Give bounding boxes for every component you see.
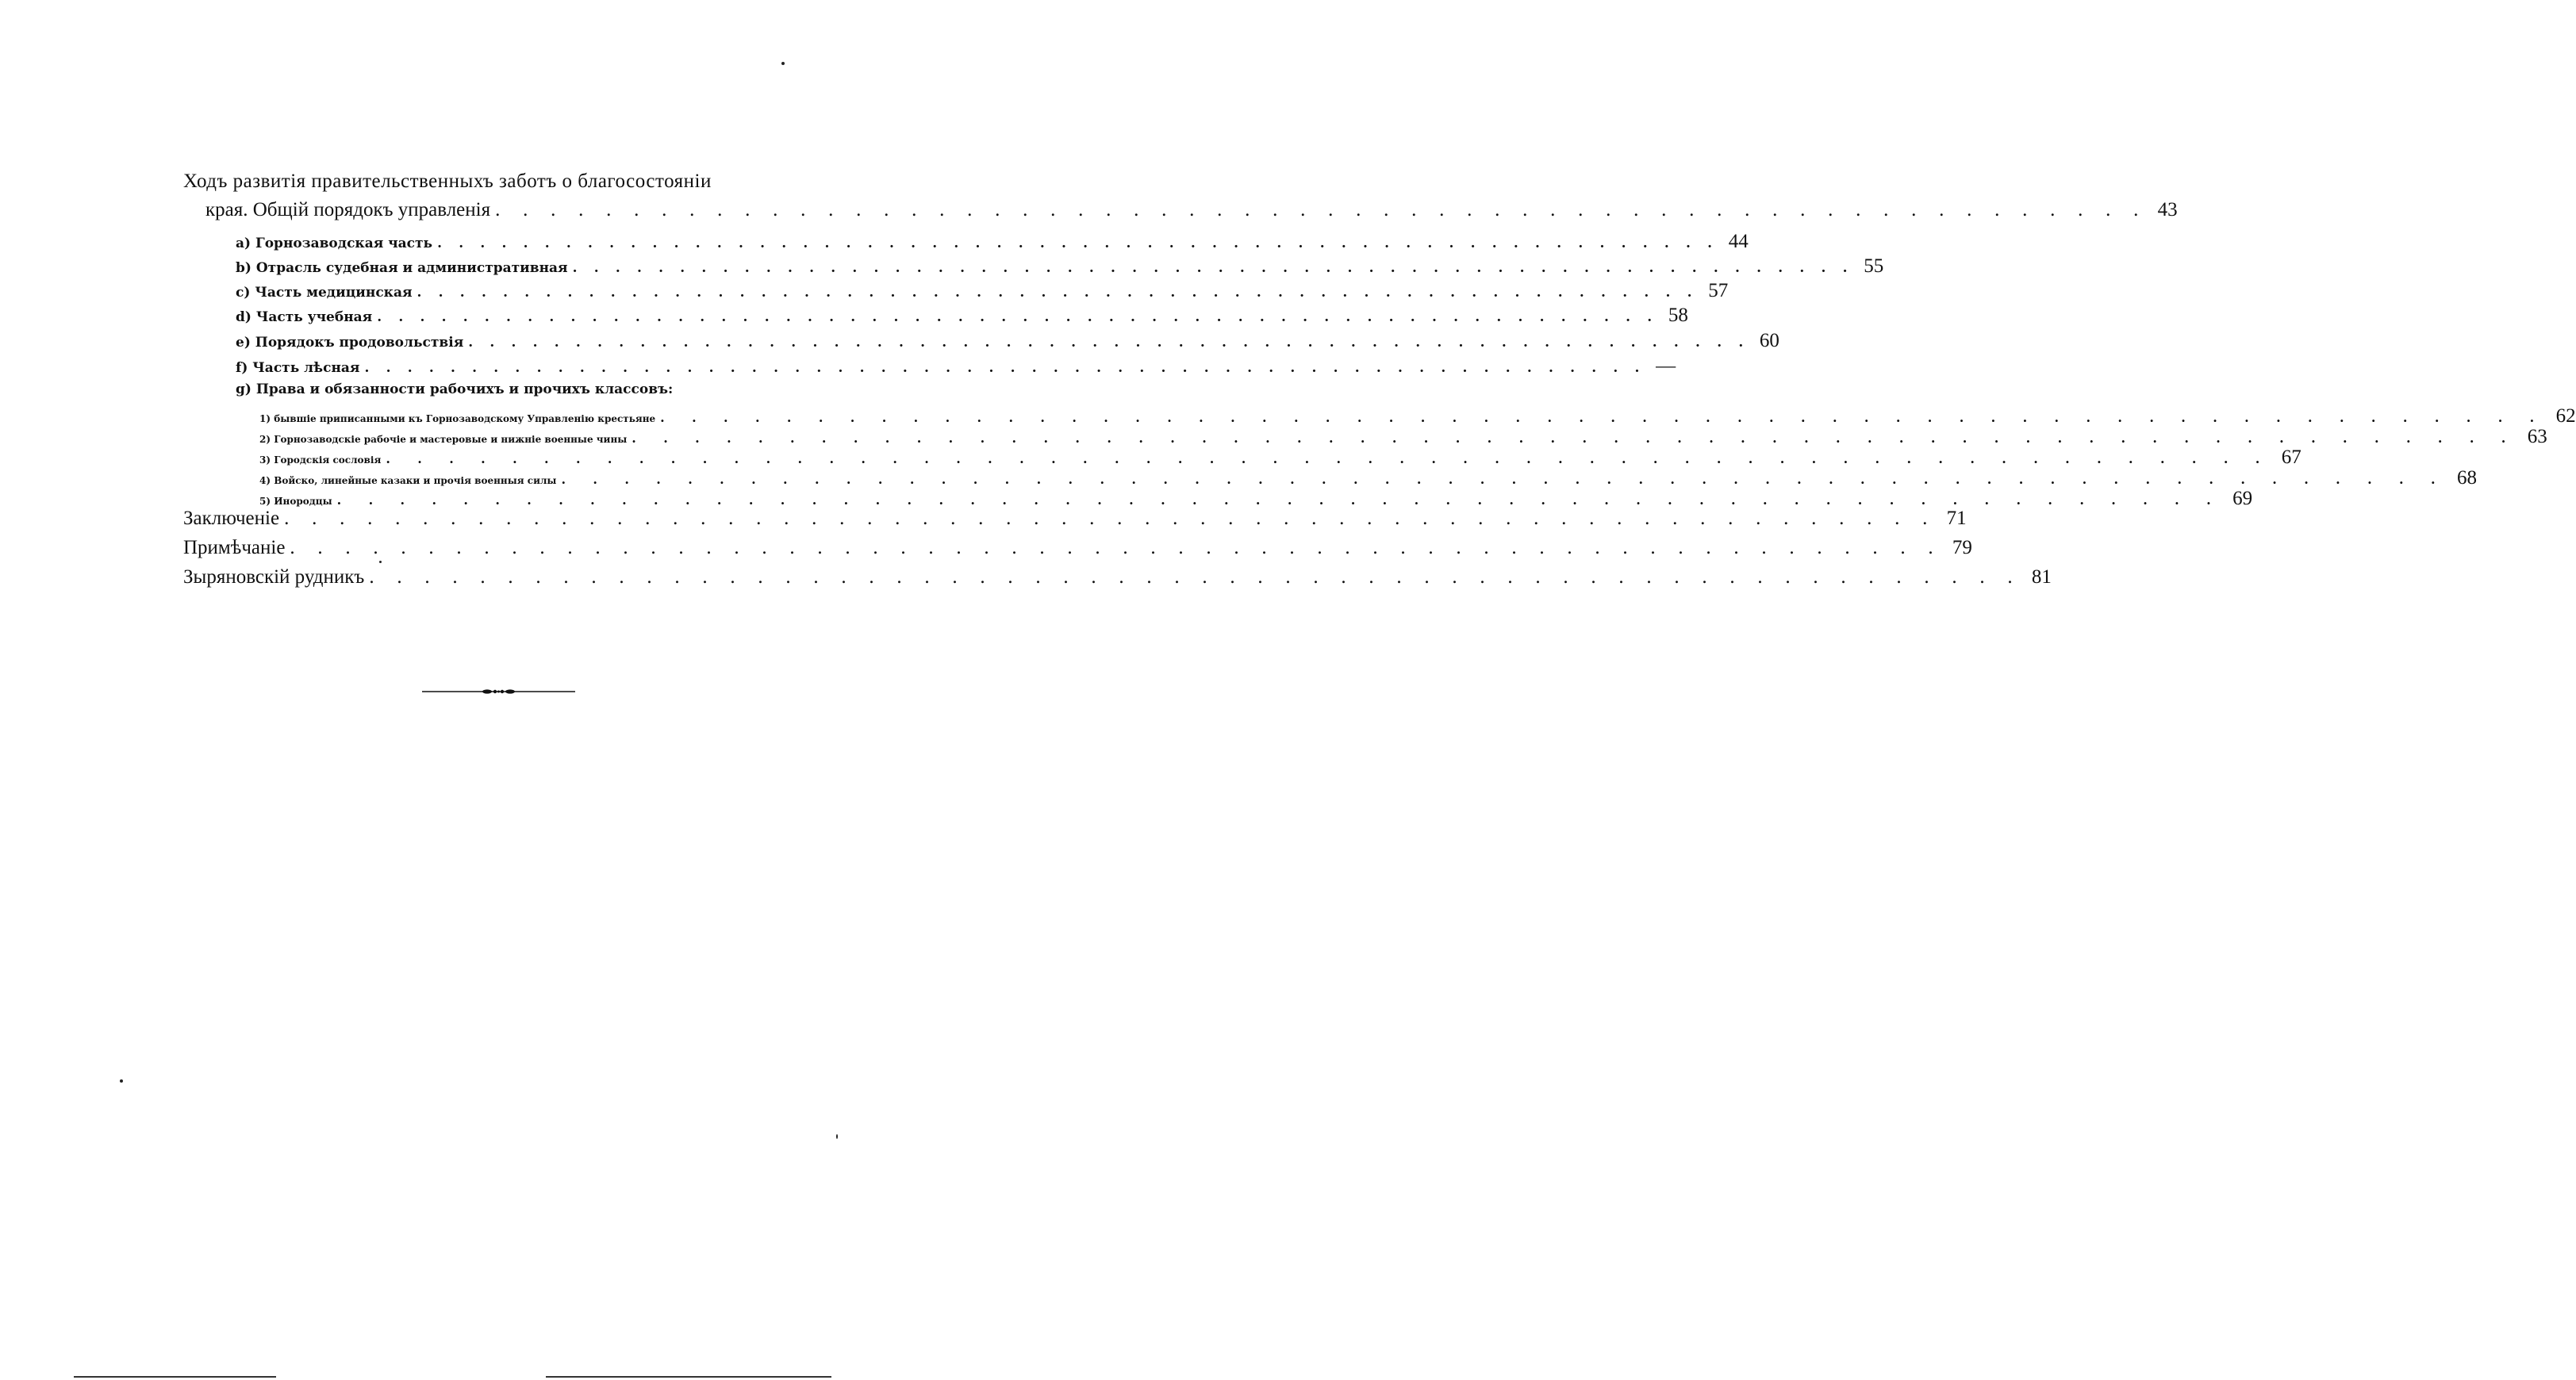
toc-page-number: 43 — [2157, 199, 2178, 220]
toc-entry-title: 3) Городскія сословія — [259, 454, 382, 466]
toc-entry-title: края. Общій порядокъ управленія — [205, 199, 491, 220]
toc-entry-title: f) Часть лѣсная — [236, 360, 360, 376]
toc-entry-title: Примѣчаніе — [183, 537, 286, 558]
toc-entry-notes[interactable] — [183, 537, 1972, 559]
toc-entry-title: Зыряновскій рудникъ — [183, 566, 365, 588]
speck — [379, 561, 382, 563]
toc-entry-subsection-3[interactable] — [259, 447, 2302, 469]
bottom-rule-right — [546, 1376, 831, 1378]
toc-entry-section-g[interactable] — [236, 381, 820, 397]
toc-page-number: 69 — [2232, 488, 2253, 509]
dot-leader: . . . . . . . . . . . . . . . . . . . . . . . . . . . . . . . . . . . . . . . . . . . . . . . . . . . . . . . . . . . . — [660, 410, 2546, 425]
toc-entry-section-e[interactable] — [236, 330, 1779, 352]
toc-entry-title: 2) Горнозаводскіе рабочіе и мастеровые и нижніе военные чины — [259, 434, 628, 445]
toc-entry-conclusion[interactable] — [183, 508, 1967, 530]
toc-page-number: 55 — [1864, 255, 1884, 277]
toc-entry-title: b) Отрасль судебная и административная — [236, 260, 568, 276]
speck — [836, 1134, 838, 1139]
toc-entry-subsection-1[interactable] — [259, 405, 2576, 427]
toc-entry-title: d) Часть учебная — [236, 309, 373, 325]
toc-page-number: 79 — [1952, 537, 1972, 558]
speck — [781, 62, 785, 65]
dot-leader: . . . . . . . . . . . . . . . . . . . . . . . . . . . . . . . . . . . . . . . . . . . . . . . . . . . . . . . . . . . . — [561, 472, 2447, 487]
toc-page-number: 67 — [2281, 447, 2302, 468]
toc-entry-title: Заключеніе — [183, 508, 280, 529]
toc-entry-zyryanovsky-mine[interactable] — [183, 566, 2052, 588]
dot-leader: . . . . . . . . . . . . . . . . . . . . . . . . . . . . . . . . . . . . . . . . . . . . . . . . . . . . . . . . . . . . — [386, 451, 2271, 466]
toc-entry-title: a) Горнозаводская часть — [236, 236, 433, 251]
toc-entry-title: 1) бывшіе приписанными къ Горнозаводскому Управленію крестьяне — [259, 413, 656, 424]
toc-entry-section-b[interactable] — [236, 255, 1884, 278]
ornamental-divider — [422, 686, 575, 697]
dot-leader: . . . . . . . . . . . . . . . . . . . . . . . . . . . . . . . . . . . . . . . . . . . . . . . . . . . . . . . . . . . . — [369, 566, 2021, 588]
toc-entry-section-d[interactable] — [236, 305, 1688, 327]
toc-entry-title: 5) Инородцы — [259, 496, 332, 507]
dot-leader: . . . . . . . . . . . . . . . . . . . . . . . . . . . . . . . . . . . . . . . . . . . . . . . . . . . . . . . . . . . . — [336, 493, 2223, 508]
toc-entry-subsection-2[interactable] — [259, 426, 2547, 448]
toc-page-number: 62 — [2555, 405, 2576, 427]
toc-entry-title: 4) Войско, линейные казаки и прочія военныя силы — [259, 475, 557, 486]
dot-leader: . . . . . . . . . . . . . . . . . . . . . . . . . . . . . . . . . . . . . . . . . . . . . . . . . . . . . . . . . . . . — [437, 236, 1718, 251]
toc-page-number: 57 — [1708, 280, 1729, 301]
toc-page-number: — — [1656, 355, 1676, 377]
toc-entry-section-a[interactable] — [236, 231, 1749, 253]
toc-entry-subsection-5[interactable] — [259, 488, 2253, 510]
toc-page-number: 68 — [2456, 467, 2477, 489]
toc-page-number: 58 — [1668, 305, 1688, 326]
toc-entry-intro[interactable] — [205, 199, 2178, 221]
toc-entry-title: e) Порядокъ продовольствія — [236, 335, 464, 351]
toc-page-number: 71 — [1946, 508, 1967, 529]
toc-entry-section-f[interactable] — [236, 355, 1676, 378]
toc-page-number: 81 — [2031, 566, 2052, 588]
dot-leader: . . . . . . . . . . . . . . . . . . . . . . . . . . . . . . . . . . . . . . . . . . . . . . . . . . . . . . . . . . . . — [495, 199, 2148, 220]
toc-page-number: 63 — [2527, 426, 2547, 447]
toc-intro-line1: Ходъ развитія правительственныхъ заботъ о благосостояніи — [183, 171, 712, 192]
toc-page-number: 44 — [1728, 231, 1749, 252]
dot-leader: . . . . . . . . . . . . . . . . . . . . . . . . . . . . . . . . . . . . . . . . . . . . . . . . . . . . . . . . . . . . — [572, 260, 1854, 276]
dot-leader: . . . . . . . . . . . . . . . . . . . . . . . . . . . . . . . . . . . . . . . . . . . . . . . . . . . . . . . . . . . . — [377, 309, 1658, 325]
dot-leader: . . . . . . . . . . . . . . . . . . . . . . . . . . . . . . . . . . . . . . . . . . . . . . . . . . . . . . . . . . . . — [417, 285, 1699, 301]
dot-leader: . . . . . . . . . . . . . . . . . . . . . . . . . . . . . . . . . . . . . . . . . . . . . . . . . . . . . . . . . . . . — [284, 508, 1937, 529]
dot-leader: . . . . . . . . . . . . . . . . . . . . . . . . . . . . . . . . . . . . . . . . . . . . . . . . . . . . . . . . . . . . — [290, 537, 1942, 558]
speck — [120, 1079, 123, 1083]
bottom-rule-left — [74, 1376, 276, 1378]
dot-leader: . . . . . . . . . . . . . . . . . . . . . . . . . . . . . . . . . . . . . . . . . . . . . . . . . . . . . . . . . . . . — [364, 360, 1646, 376]
toc-page-number: 60 — [1759, 330, 1779, 351]
table-of-contents — [0, 0, 2576, 603]
toc-entry-title: g) Права и обязанности рабочихъ и прочихъ классовъ: — [236, 381, 674, 397]
dot-leader: . . . . . . . . . . . . . . . . . . . . . . . . . . . . . . . . . . . . . . . . . . . . . . . . . . . . . . . . . . . . — [468, 335, 1749, 351]
toc-entry-section-c[interactable] — [236, 280, 1729, 302]
toc-entry-title: c) Часть медицинская — [236, 285, 413, 301]
dot-leader: . . . . . . . . . . . . . . . . . . . . . . . . . . . . . . . . . . . . . . . . . . . . . . . . . . . . . . . . . . . . — [632, 431, 2517, 446]
toc-entry-subsection-4[interactable] — [259, 467, 2477, 489]
